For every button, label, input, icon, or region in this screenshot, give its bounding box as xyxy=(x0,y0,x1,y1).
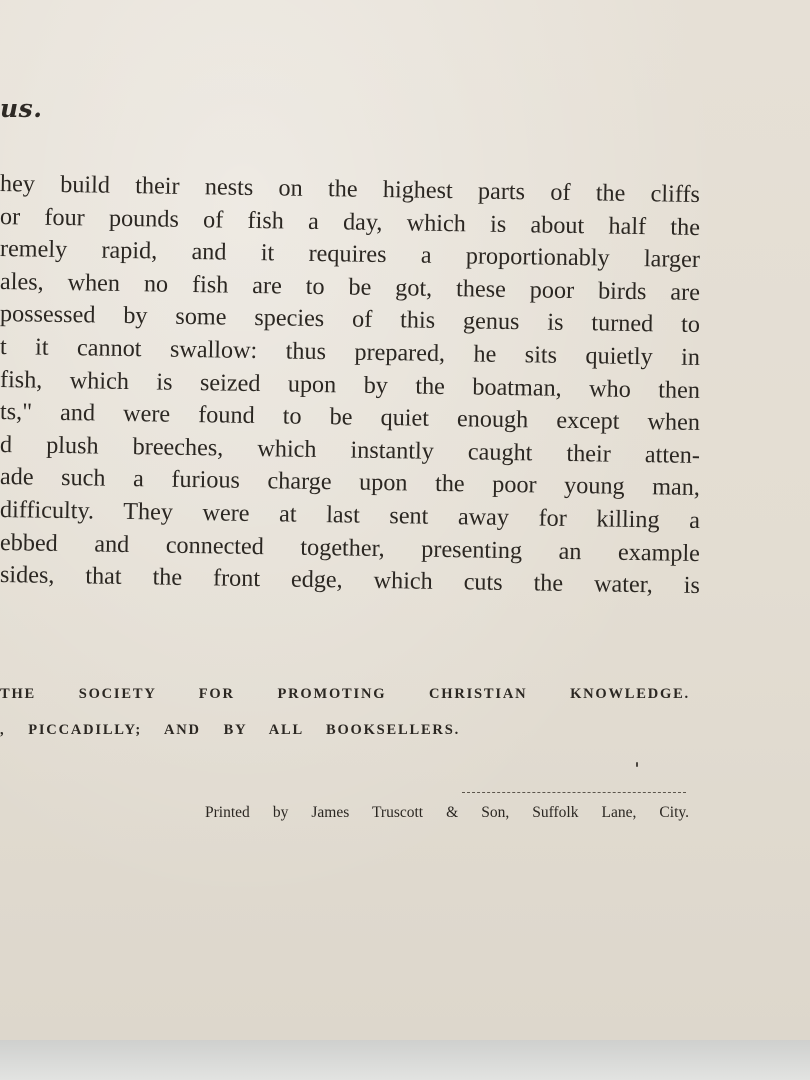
body-paragraph xyxy=(0,168,701,600)
body-line: t it cannot swallow: thus prepared, he sits quietly in xyxy=(0,332,701,371)
body-line: ade such a furious charge upon the poor young man, xyxy=(0,463,701,502)
ink-speck xyxy=(636,762,638,767)
body-line: remely rapid, and it requires a proportionably larger xyxy=(0,235,701,274)
printer-credit: Printed by James Truscott & Son, Suffolk Lane, City. xyxy=(205,804,689,821)
publisher-imprint-line: THE SOCIETY FOR PROMOTING CHRISTIAN KNOWLEDGE. xyxy=(0,686,690,702)
table-surface xyxy=(0,1040,810,1080)
body-line: difficulty. They were at last sent away for killing a xyxy=(0,495,701,534)
body-line: fish, which is seized upon by the boatman, who then xyxy=(0,365,701,404)
body-line: sides, that the front edge, which cuts the water, is xyxy=(0,561,701,600)
body-line: hey build their nests on the highest parts of the cliffs xyxy=(0,170,701,208)
body-line: ales, when no fish are to be got, these poor birds are xyxy=(0,267,701,306)
body-line: d plush breeches, which instantly caught their atten- xyxy=(0,430,701,469)
body-line: or four pounds of fish a day, which is about half the xyxy=(0,202,701,241)
page-heading-fragment: us. xyxy=(0,94,43,123)
body-line: possessed by some species of this genus is turned to xyxy=(0,300,701,339)
body-line: ts," and were found to be quiet enough except when xyxy=(0,398,701,437)
body-line: ebbed and connected together, presenting an example xyxy=(0,528,701,567)
publisher-address-line: , PICCADILLY; AND BY ALL BOOKSELLERS. xyxy=(0,722,460,738)
dashed-rule xyxy=(462,792,686,793)
